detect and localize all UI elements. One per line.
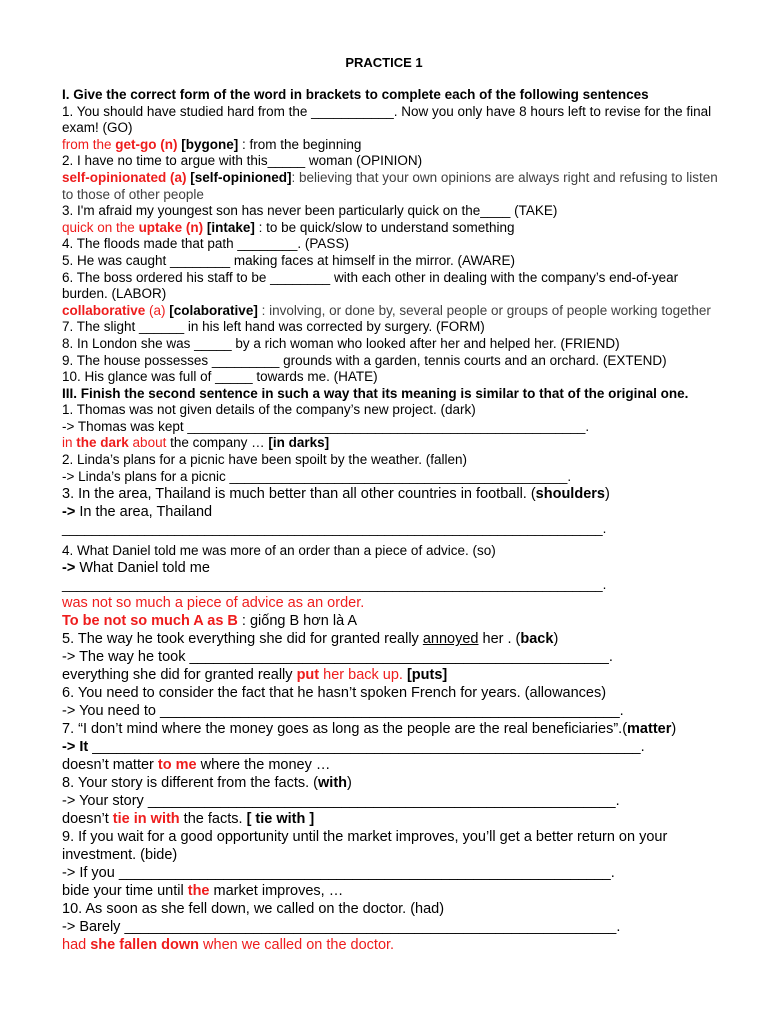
- part3-heading: III. Finish the second sentence in such a way that its meaning is similar to that of the original one.: [62, 385, 689, 401]
- sentence-7: [62, 720, 728, 738]
- sentence-7-key: [62, 756, 728, 774]
- question-4: 4. The floods made that path ________. (PASS): [62, 236, 349, 252]
- s1-key-word: the dark: [76, 435, 129, 451]
- s9-key-rest: market improves, …: [209, 883, 344, 900]
- s4-rule-pattern: To be not so much A as B: [62, 613, 238, 630]
- sentence-5-key: [62, 666, 728, 684]
- answer-2: [62, 170, 728, 187]
- sentence-10: 10. As soon as she fell down, we called on the doctor. (had): [62, 901, 445, 918]
- s7-keyword: matter: [627, 721, 672, 738]
- s7-key-prefix: doesn’t matter: [62, 757, 158, 774]
- question-9: 9. The house possesses _________ grounds with a garden, tennis courts and an orchard. (EXTEND): [62, 352, 667, 368]
- question-10: 10. His glance was full of _____ towards me. (HATE): [62, 369, 378, 385]
- s9-key-word: the: [187, 883, 210, 900]
- s10-key-word: she fallen down: [90, 937, 199, 954]
- sentence-9-line2: investment. (bide): [62, 847, 178, 864]
- sentence-8: [62, 774, 728, 792]
- s4-arrow: ->: [62, 560, 76, 577]
- question-1-line2: exam! (GO): [62, 120, 133, 136]
- s5-key-prefix: everything she did for granted really: [62, 667, 297, 684]
- answer-6-pos: (a): [145, 302, 170, 318]
- sentence-8-answer: -> Your story __________________________________________________________.: [62, 793, 620, 810]
- s7-arrow: -> It: [62, 739, 89, 756]
- s5-keyword: back: [520, 631, 554, 648]
- answer-1-bracket: [bygone]: [177, 136, 239, 152]
- sentence-1-answer: -> Thomas was kept _____________________________________________________.: [62, 418, 590, 434]
- sentence-4: 4. What Daniel told me was more of an order than a piece of advice. (so): [62, 542, 496, 558]
- s1-key-bracket: [in darks]: [268, 435, 330, 451]
- s1-key-mid: about: [128, 435, 167, 451]
- sentence-10-key: [62, 936, 728, 954]
- sentence-5: [62, 630, 728, 648]
- answer-1-prefix: from the: [62, 136, 116, 152]
- sentence-5-answer: -> The way he took ____________________________________________________.: [62, 649, 613, 666]
- s7-blank: ____________________________________________________________________.: [88, 739, 645, 756]
- s7-key-word: to me: [157, 757, 197, 774]
- question-6-line1: 6. The boss ordered his staff to be ________ with each other in dealing with the company’s end-of-year: [62, 269, 679, 285]
- question-8: 8. In London she was _____ by a rich woman who looked after her and helped her. (FRIEND): [62, 335, 620, 351]
- s7-key-rest: where the money …: [196, 757, 331, 774]
- s5-text: 5. The way he took everything she did for granted really: [62, 631, 423, 648]
- s9-key-prefix: bide your time until: [62, 883, 188, 900]
- answer-3: [62, 220, 728, 237]
- s3-keyword: shoulders: [535, 486, 605, 503]
- answer-6-definition: : involving, or done by, several people or groups of people working together: [257, 302, 711, 318]
- s8-keyword: with: [318, 775, 348, 792]
- sentence-4-blank: ________________________________________________________________________.: [62, 577, 607, 593]
- sentence-3-answer: [62, 503, 728, 521]
- sentence-2-answer: -> Linda’s plans for a picnic _____________________________________________.: [62, 468, 572, 484]
- sentence-1: 1. Thomas was not given details of the company’s new project. (dark): [62, 402, 476, 418]
- s1-key-prefix: in: [62, 435, 77, 451]
- s1-key-rest: the company …: [166, 435, 269, 451]
- sentence-10-answer: -> Barely _____________________________________________________________.: [62, 919, 621, 936]
- s10-key-rest: when we called on the doctor.: [199, 937, 395, 954]
- s10-key-prefix: had: [62, 937, 91, 954]
- answer-2-definition-cont: to those of other people: [62, 186, 204, 202]
- answer-1-definition: : from the beginning: [238, 136, 362, 152]
- answer-3-definition: : to be quick/slow to understand something: [254, 219, 515, 235]
- s5-key-red: her back up.: [319, 667, 403, 684]
- s5-key-word: put: [296, 667, 320, 684]
- page-title: PRACTICE 1: [345, 55, 423, 70]
- s4-rule-definition: : giống B hơn là A: [237, 613, 358, 630]
- s3-text: 3. In the area, Thailand is much better than all other countries in football. (: [62, 486, 536, 503]
- s8-key-rest: the facts.: [179, 811, 247, 828]
- sentence-9-answer: -> If you _____________________________________________________________.: [62, 865, 615, 882]
- answer-2-definition: : believing that your own opinions are always right and refusing to listen: [291, 169, 718, 185]
- answer-3-bracket: [intake]: [203, 219, 255, 235]
- question-6-line2: burden. (LABOR): [62, 286, 167, 302]
- s7-text: 7. “I don’t mind where the money goes as long as the people are the real beneficiaries”.(: [62, 721, 628, 738]
- answer-3-word: uptake (n): [138, 219, 204, 235]
- answer-1: [62, 137, 728, 154]
- s5-close: ): [553, 631, 559, 648]
- sentence-7-answer: [62, 738, 728, 756]
- sentence-9-key: [62, 882, 728, 900]
- worksheet-body: [62, 87, 728, 954]
- s5-key-bracket: [puts]: [402, 667, 448, 684]
- s5-underlined: annoyed: [422, 631, 479, 648]
- sentence-4-answer: [62, 559, 728, 577]
- sentence-9-line1: 9. If you wait for a good opportunity until the market improves, you’ll get a better return on your: [62, 829, 668, 846]
- s8-key-prefix: doesn’t: [62, 811, 113, 828]
- sentence-6: 6. You need to consider the fact that he hasn’t spoken French for years. (allowances): [62, 685, 607, 702]
- sentence-4-rule: [62, 612, 728, 630]
- s3-close: ): [604, 486, 610, 503]
- s3-arrow: ->: [62, 504, 76, 521]
- answer-3-prefix: quick on the: [62, 219, 139, 235]
- answer-2-word: self-opinionated (a): [62, 169, 187, 185]
- s4-answer-start: What Daniel told me: [75, 560, 210, 577]
- s7-close: ): [671, 721, 677, 738]
- question-5: 5. He was caught ________ making faces at himself in the mirror. (AWARE): [62, 252, 515, 268]
- question-3: 3. I'm afraid my youngest son has never been particularly quick on the____ (TAKE): [62, 203, 558, 219]
- question-1-line1: 1. You should have studied hard from the ___________. Now you only have 8 hours left to revise for the final: [62, 103, 712, 119]
- sentence-4-key: was not so much a piece of advice as an order.: [62, 595, 365, 612]
- question-2: 2. I have no time to argue with this_____ woman (OPINION): [62, 153, 423, 169]
- s5-mid: her . (: [478, 631, 521, 648]
- s8-key-word: tie in with: [112, 811, 180, 828]
- answer-6: [62, 303, 728, 320]
- answer-6-bracket: [colaborative]: [169, 302, 258, 318]
- s3-answer-start: In the area, Thailand: [75, 504, 213, 521]
- s8-text: 8. Your story is different from the facts. (: [62, 775, 319, 792]
- answer-6-word: collaborative: [62, 302, 146, 318]
- s8-key-bracket: [ tie with ]: [246, 811, 315, 828]
- sentence-3: [62, 485, 728, 503]
- sentence-1-key: [62, 435, 728, 452]
- sentence-8-key: [62, 810, 728, 828]
- question-7: 7. The slight ______ in his left hand was corrected by surgery. (FORM): [62, 319, 485, 335]
- s8-close: ): [347, 775, 352, 792]
- sentence-2: 2. Linda’s plans for a picnic have been spoilt by the weather. (fallen): [62, 452, 467, 468]
- answer-1-word: get-go (n): [115, 136, 178, 152]
- part1-heading: I. Give the correct form of the word in brackets to complete each of the following sentences: [62, 87, 649, 102]
- sentence-3-blank: ________________________________________________________________________.: [62, 521, 607, 537]
- answer-2-bracket: [self-opinioned]: [186, 169, 292, 185]
- sentence-6-answer: -> You need to _________________________________________________________.: [62, 703, 624, 720]
